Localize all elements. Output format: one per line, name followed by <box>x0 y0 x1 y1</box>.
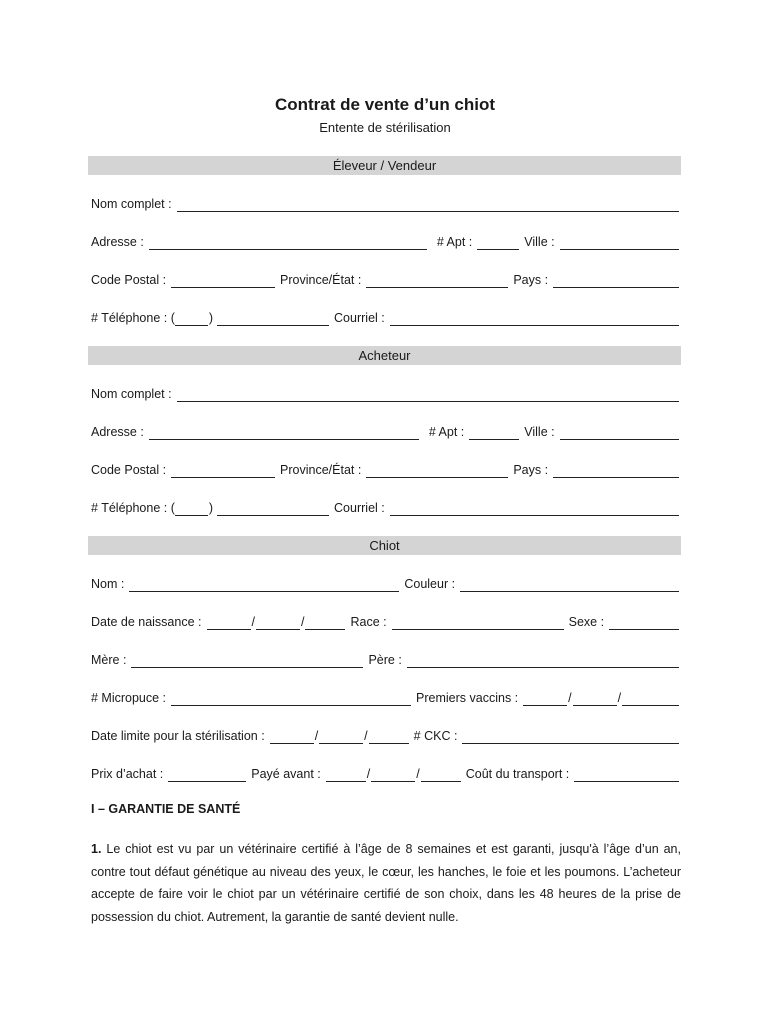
sterilization-year-field[interactable] <box>369 729 409 744</box>
puppy-paid-label: Payé avant : <box>251 767 321 781</box>
puppy-price-field[interactable] <box>168 767 246 782</box>
puppy-name-field[interactable] <box>129 577 399 592</box>
puppy-name-label: Nom : <box>91 577 125 591</box>
buyer-address-label: Adresse : <box>91 425 144 439</box>
birth-day-field[interactable] <box>207 615 251 630</box>
seller-phone-close: ) <box>208 311 214 325</box>
buyer-section-header: Acheteur <box>88 346 681 365</box>
puppy-color-label: Couleur : <box>404 577 456 591</box>
seller-email-field[interactable] <box>390 311 679 326</box>
seller-section-header: Éleveur / Vendeur <box>88 156 681 175</box>
puppy-ckc-field[interactable] <box>462 729 679 744</box>
seller-country-field[interactable] <box>553 273 679 288</box>
buyer-address-row <box>91 422 679 440</box>
seller-address-row <box>91 232 679 250</box>
buyer-city-field[interactable] <box>560 425 679 440</box>
buyer-phone-close: ) <box>208 501 214 515</box>
document-title: Contrat de vente d’un chiot <box>274 95 496 114</box>
seller-address-label: Adresse : <box>91 235 144 249</box>
puppy-father-label: Père : <box>368 653 402 667</box>
clause-number: 1. <box>91 842 102 856</box>
puppy-breed-field[interactable] <box>392 615 564 630</box>
puppy-microchip-field[interactable] <box>171 691 411 706</box>
puppy-microchip-label: # Micropuce : <box>91 691 167 705</box>
date-separator: / <box>366 767 371 781</box>
puppy-birth-label: Date de naissance : <box>91 615 202 629</box>
health-section-title: I – GARANTIE DE SANTÉ <box>91 802 241 816</box>
clause-text: Le chiot est vu par un vétérinaire certifié à l’âge de 8 semaines et est garanti, jusqu'à l’âge d’un an, contre tout défaut génétique au niveau des yeux, le cœur, les hanches, le foie et les poumons. L’acheteur accepte de faire voir le chiot par un vétérinaire certifié de son choix, dans les 48 heures de la prise de possession du chiot. Autrement, la garantie de santé devient nulle. <box>91 842 681 924</box>
health-clause-paragraph <box>91 838 681 928</box>
date-separator: / <box>364 729 368 743</box>
seller-postal-label: Code Postal : <box>91 273 167 287</box>
sterilization-day-field[interactable] <box>270 729 314 744</box>
vaccine-month-field[interactable] <box>573 691 617 706</box>
seller-phone-area-field[interactable] <box>175 311 208 326</box>
buyer-country-label: Pays : <box>513 463 549 477</box>
seller-name-field[interactable] <box>177 197 679 212</box>
puppy-father-field[interactable] <box>407 653 679 668</box>
buyer-city-label: Ville : <box>524 425 555 439</box>
seller-apt-field[interactable] <box>477 235 519 250</box>
seller-province-field[interactable] <box>366 273 508 288</box>
buyer-province-field[interactable] <box>366 463 508 478</box>
puppy-transport-label: Coût du transport : <box>465 767 570 781</box>
date-separator: / <box>300 615 305 629</box>
buyer-email-label: Courriel : <box>334 501 385 515</box>
buyer-address-field[interactable] <box>149 425 419 440</box>
seller-name-row <box>91 194 679 212</box>
puppy-price-row <box>91 764 679 782</box>
puppy-ckc-label: # CKC : <box>413 729 458 743</box>
birth-year-field[interactable] <box>305 615 345 630</box>
puppy-parents-row <box>91 650 679 668</box>
seller-email-label: Courriel : <box>334 311 385 325</box>
buyer-country-field[interactable] <box>553 463 679 478</box>
vaccine-day-field[interactable] <box>523 691 567 706</box>
seller-phone-field[interactable] <box>217 311 329 326</box>
puppy-breed-label: Race : <box>350 615 387 629</box>
seller-city-label: Ville : <box>524 235 555 249</box>
seller-country-label: Pays : <box>513 273 549 287</box>
buyer-phone-row <box>91 498 679 516</box>
date-separator: / <box>568 691 572 705</box>
buyer-postal-row <box>91 460 679 478</box>
puppy-microchip-row <box>91 688 679 706</box>
seller-province-label: Province/État : <box>280 273 362 287</box>
buyer-apt-field[interactable] <box>469 425 519 440</box>
buyer-email-field[interactable] <box>390 501 679 516</box>
buyer-name-field[interactable] <box>177 387 679 402</box>
buyer-phone-label: # Téléphone : ( <box>91 501 175 515</box>
paid-month-field[interactable] <box>371 767 415 782</box>
puppy-sex-label: Sexe : <box>568 615 605 629</box>
buyer-name-label: Nom complet : <box>91 387 172 401</box>
puppy-price-label: Prix d’achat : <box>91 767 164 781</box>
buyer-name-row <box>91 384 679 402</box>
seller-phone-row <box>91 308 679 326</box>
seller-name-label: Nom complet : <box>91 197 172 211</box>
date-separator: / <box>251 615 255 629</box>
sterilization-month-field[interactable] <box>319 729 363 744</box>
vaccine-year-field[interactable] <box>622 691 679 706</box>
puppy-birth-row <box>91 612 679 630</box>
puppy-transport-field[interactable] <box>574 767 679 782</box>
puppy-sterilization-row <box>91 726 679 744</box>
seller-phone-label: # Téléphone : ( <box>91 311 175 325</box>
buyer-province-label: Province/État : <box>280 463 362 477</box>
paid-year-field[interactable] <box>421 767 461 782</box>
puppy-mother-field[interactable] <box>131 653 363 668</box>
date-separator: / <box>314 729 319 743</box>
puppy-section-header: Chiot <box>88 536 681 555</box>
buyer-postal-label: Code Postal : <box>91 463 167 477</box>
buyer-postal-field[interactable] <box>171 463 275 478</box>
birth-month-field[interactable] <box>256 615 300 630</box>
seller-address-field[interactable] <box>149 235 427 250</box>
paid-day-field[interactable] <box>326 767 366 782</box>
puppy-sterilization-label: Date limite pour la stérilisation : <box>91 729 265 743</box>
buyer-apt-label: # Apt : <box>428 425 465 439</box>
buyer-phone-field[interactable] <box>217 501 329 516</box>
puppy-mother-label: Mère : <box>91 653 127 667</box>
puppy-color-field[interactable] <box>460 577 679 592</box>
seller-postal-field[interactable] <box>171 273 275 288</box>
date-separator: / <box>416 767 420 781</box>
document-subtitle: Entente de stérilisation <box>319 120 451 135</box>
puppy-name-row <box>91 574 679 592</box>
seller-apt-label: # Apt : <box>436 235 473 249</box>
buyer-phone-area-field[interactable] <box>175 501 208 516</box>
puppy-vaccines-label: Premiers vaccins : <box>416 691 519 705</box>
puppy-sex-field[interactable] <box>609 615 679 630</box>
seller-city-field[interactable] <box>560 235 679 250</box>
seller-postal-row <box>91 270 679 288</box>
date-separator: / <box>617 691 622 705</box>
